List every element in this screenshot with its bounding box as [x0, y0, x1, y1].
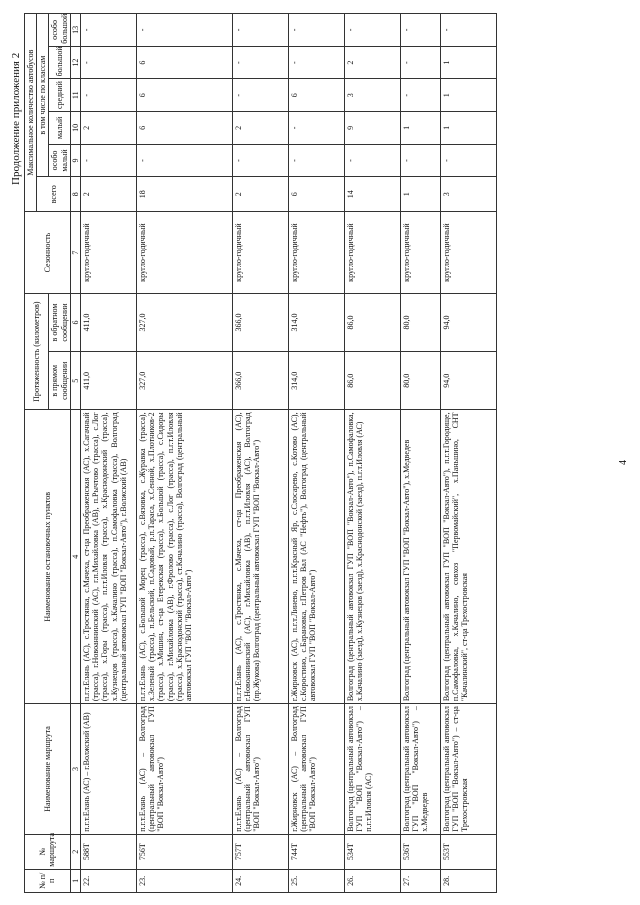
- col-number: 3: [70, 704, 80, 835]
- row-season: кругло-годичный: [288, 212, 344, 294]
- row-pp: 24.: [232, 869, 288, 892]
- header-by-class: в том числе по классам: [37, 14, 49, 177]
- header-length-back: в обратном сообщении: [49, 293, 70, 351]
- page-number: 4: [618, 460, 629, 465]
- row-length-fwd: 366,0: [232, 352, 288, 410]
- row-pp: 23.: [136, 869, 232, 892]
- row-length-fwd: 86,0: [344, 352, 400, 410]
- row-very-large: -: [232, 14, 288, 47]
- row-length-back: 366,0: [232, 293, 288, 351]
- row-small: 2: [80, 112, 136, 145]
- row-large: 1: [440, 46, 496, 79]
- col-number: 8: [70, 177, 80, 212]
- row-route: 757Т: [232, 834, 288, 869]
- row-large: -: [400, 46, 440, 79]
- row-total: 3: [440, 177, 496, 212]
- row-very-large: -: [136, 14, 232, 47]
- header-total: всего: [37, 177, 71, 212]
- row-total: 2: [232, 177, 288, 212]
- row-length-back: 86,0: [344, 293, 400, 351]
- row-small: 9: [344, 112, 400, 145]
- row-very-small: -: [288, 144, 344, 177]
- row-length-fwd: 314,0: [288, 352, 344, 410]
- row-very-large: -: [440, 14, 496, 47]
- row-small: 1: [440, 112, 496, 145]
- row-total: 18: [136, 177, 232, 212]
- row-very-small: -: [136, 144, 232, 177]
- row-length-back: 411,0: [80, 293, 136, 351]
- table-row: [232, 14, 288, 893]
- row-season: кругло-годичный: [80, 212, 136, 294]
- table-row: [400, 14, 440, 893]
- col-number: 1: [70, 869, 80, 892]
- row-medium: 6: [136, 79, 232, 112]
- row-medium: -: [232, 79, 288, 112]
- header-large: большой: [49, 46, 70, 79]
- row-route-name: Волгоград (центральный автовокзал ГУП "ВОП "Вокзал-Авто") – п.г.т.Иловля (АС): [344, 704, 400, 835]
- row-large: 2: [344, 46, 400, 79]
- row-season: кругло-годичный: [400, 212, 440, 294]
- row-stops: Волгоград (центральный автовокзал ГУП "ВОП "Вокзал-Авто"), х.Медведев: [400, 410, 440, 704]
- col-number: 11: [70, 79, 80, 112]
- row-season: кругло-годичный: [440, 212, 496, 294]
- row-medium: 6: [288, 79, 344, 112]
- appendix-label: Продолжение приложения 2: [10, 52, 22, 185]
- row-very-small: -: [440, 144, 496, 177]
- col-number: 5: [70, 352, 80, 410]
- row-stops: п.г.т.Елань (АС), с.Большой Морец (трасса), с.Вязовка, с.Журавка (трасса), х.Зеленый (трасса), п.Бельский, п.Садовый, р.п.Тараса, х.Сенной, х.Плотников-2 (трасса), х.Мишин, ст-ца Етерекская (трасса), х.Большой (трасса), с.Сидоры (трасса), г.Михайловка (АВ), г.Фролово (трасса), с.Лог (трасса), п.г.т.Иловля (трасса), х.Краснодонский (трасса), ст.Качалино (трасса), Волгоград (центральный автовокзал ГУП "ВОП "Вокзал-Авто"): [136, 410, 232, 704]
- row-very-large: -: [288, 14, 344, 47]
- row-small: -: [288, 112, 344, 145]
- row-route-name: Волгоград (центральный автовокзал ГУП "ВОП "Вокзал-Авто") – х.Медведев: [400, 704, 440, 835]
- row-very-small: -: [232, 144, 288, 177]
- col-number: 13: [70, 14, 80, 47]
- row-length-fwd: 94,0: [440, 352, 496, 410]
- row-large: -: [80, 46, 136, 79]
- col-number: 6: [70, 293, 80, 351]
- row-total: 6: [288, 177, 344, 212]
- row-small: 1: [400, 112, 440, 145]
- row-length-fwd: 411,0: [80, 352, 136, 410]
- col-number: 10: [70, 112, 80, 145]
- row-pp: 27.: [400, 869, 440, 892]
- row-large: 6: [136, 46, 232, 79]
- row-small: 2: [232, 112, 288, 145]
- row-season: кругло-годичный: [344, 212, 400, 294]
- row-route: 536Т: [400, 834, 440, 869]
- row-small: 6: [136, 112, 232, 145]
- row-stops: п.г.т.Елань (АС), с.Тростянка, с.Мачеха, ст-ца Преображенская (АС), г.Новоаннинский (АС), г.Михайловка (АВ), п.г.т.Иловля (АС), Волгоград (пр.Жукова) Волгоград (центральный автовокзал ГУП "ВОП "Вокзал-Авто"): [232, 410, 288, 704]
- row-route-name: п.г.т.Елань (АС) – Волгоград (центральный автовокзал ГУП "ВОП "Вокзал-Авто"): [136, 704, 232, 835]
- header-small: малый: [49, 112, 70, 145]
- row-stops: п.г.т.Елань (АС), с.Тростянка, с.Мачеха, ст-ца Преображенская (АС), х.Сагачный (трасса), г.Новоаннинский (АС), г.п.Михайловка (АВ), п.Рычтово (трасса), с.Лог (трасса), х.Горы (трасса), п.г.т.Иловля (трасса), х.Краснодонский (трасса), х.Кузнецов (трасса), х.Качалино (трасса), п.Самофаловка (трасса), Волгоград (центральный автовокзал ГУП "ВОП "Вокзал-Авто"), г.Волжский (АВ): [80, 410, 136, 704]
- header-stops: Наименование остановочных пунктов: [25, 410, 71, 704]
- row-medium: -: [80, 79, 136, 112]
- header-route-name: Наименование маршрута: [25, 704, 71, 835]
- row-route-name: г.Жирновск (АС) – Волгоград (центральный автовокзал ГУП "ВОП "Вокзал-Авто"): [288, 704, 344, 835]
- row-very-large: -: [344, 14, 400, 47]
- header-very-small: особо малый: [49, 144, 70, 177]
- row-route: 553Т: [440, 834, 496, 869]
- row-length-fwd: 80,0: [400, 352, 440, 410]
- row-route: 744Т: [288, 834, 344, 869]
- row-stops: Волгоград (центральный автовокзал ГУП "ВОП "Вокзал-Авто"), п.г.т.Городище, п.Самофаловка, х.Качалино, совхоз "Первомайский", х.Паньшино, СНТ "Качалинский", ст-ца Трехостровская: [440, 410, 496, 704]
- row-large: -: [288, 46, 344, 79]
- row-route: 588Т: [80, 834, 136, 869]
- row-season: кругло-годичный: [232, 212, 288, 294]
- header-pp: № п/п: [25, 869, 71, 892]
- table-row: [80, 14, 136, 893]
- row-total: 2: [80, 177, 136, 212]
- header-season: Сезонность: [25, 212, 71, 294]
- row-very-small: -: [80, 144, 136, 177]
- row-medium: -: [400, 79, 440, 112]
- header-length: Протяженность (километров): [25, 293, 49, 410]
- col-number: 4: [70, 410, 80, 704]
- table-row: [136, 14, 232, 893]
- row-medium: 1: [440, 79, 496, 112]
- routes-table: [24, 13, 497, 893]
- row-length-back: 94,0: [440, 293, 496, 351]
- header-length-fwd: в прямом сообщении: [49, 352, 70, 410]
- row-route-name: п.г.т.Елань (АС) – Волгоград (центральный автовокзал ГУП "ВОП "Вокзал-Авто"): [232, 704, 288, 835]
- row-season: кругло-годичный: [136, 212, 232, 294]
- row-pp: 26.: [344, 869, 400, 892]
- header-max-buses: Максимальное количество автобусов: [25, 14, 37, 212]
- header-medium: средний: [49, 79, 70, 112]
- table-row: [440, 14, 496, 893]
- row-length-back: 314,0: [288, 293, 344, 351]
- row-medium: 3: [344, 79, 400, 112]
- table-body: [80, 14, 496, 893]
- col-number: 7: [70, 212, 80, 294]
- row-pp: 25.: [288, 869, 344, 892]
- header-route-no: № маршрута: [25, 834, 71, 869]
- col-number: 12: [70, 46, 80, 79]
- row-pp: 28.: [440, 869, 496, 892]
- row-route-name: Волгоград (центральный автовокзал ГУП "ВОП "Вокзал-Авто") – ст-ца Трехостровская: [440, 704, 496, 835]
- col-number: 2: [70, 834, 80, 869]
- row-route-name: п.г.т.Елань (АС) – г.Волжский (АВ): [80, 704, 136, 835]
- col-number: 9: [70, 144, 80, 177]
- row-pp: 22.: [80, 869, 136, 892]
- row-large: -: [232, 46, 288, 79]
- row-length-fwd: 327,0: [136, 352, 232, 410]
- row-total: 1: [400, 177, 440, 212]
- table-row: [344, 14, 400, 893]
- row-route: 756Т: [136, 834, 232, 869]
- row-stops: г.Жирновск (АС), п.г.т.Линево, п.г.т.Красный Яр, с.Слосарево, с.Котово (АС), с.Коростино, с.Барановка, г.Петров Вал (АС "Нефть"), Волгоград (центральный автовокзал ГУП "ВОП "Вокзал-Авто"): [288, 410, 344, 704]
- row-route: 534Т: [344, 834, 400, 869]
- row-very-large: -: [400, 14, 440, 47]
- header-very-large: особо большой: [49, 14, 70, 47]
- row-very-small: -: [344, 144, 400, 177]
- row-length-back: 327,0: [136, 293, 232, 351]
- row-total: 14: [344, 177, 400, 212]
- table-row: [288, 14, 344, 893]
- row-length-back: 80,0: [400, 293, 440, 351]
- row-very-small: -: [400, 144, 440, 177]
- row-stops: Волгоград (центральный автовокзал ГУП "ВОП "Вокзал-Авто"), п.Самофаловка, х.Качалино (заезд), х.Кузнецов (заезд), х.Краснодонской (заезд), п.г.т.Иловля (АС): [344, 410, 400, 704]
- row-very-large: -: [80, 14, 136, 47]
